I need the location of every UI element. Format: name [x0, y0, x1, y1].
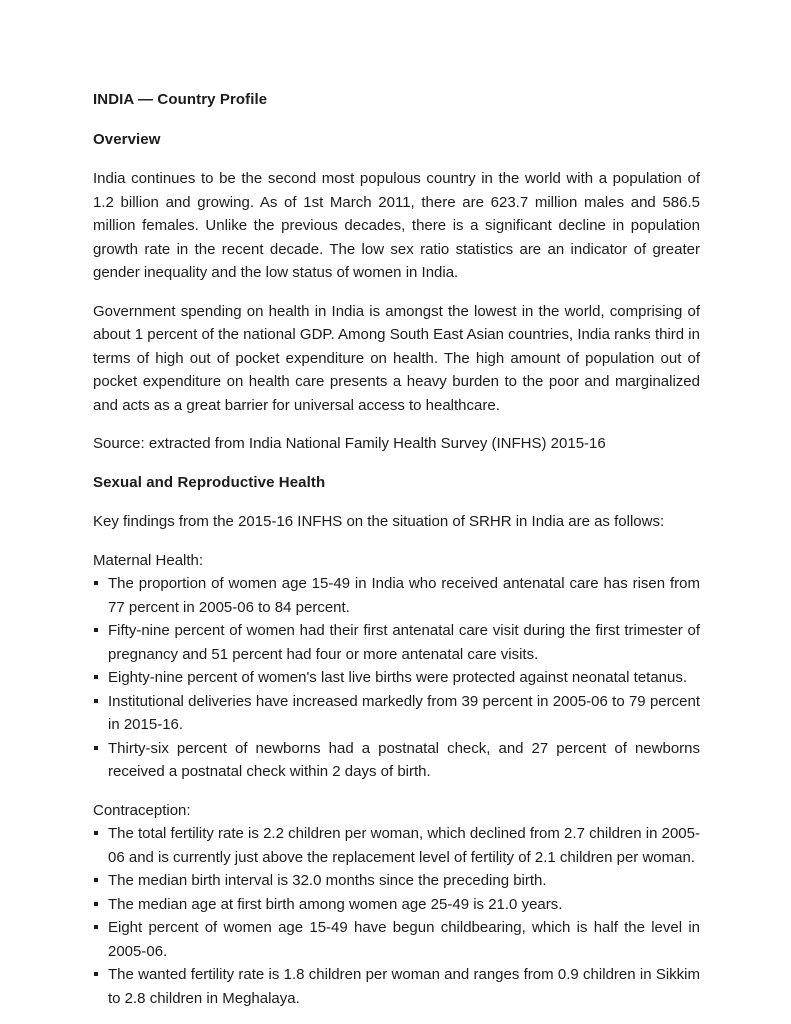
maternal-health-list	[93, 572, 700, 784]
list-item	[93, 822, 700, 869]
bullet-marker-icon	[94, 878, 98, 882]
bullet-text: The total fertility rate is 2.2 children per woman, which declined from 2.7 children in 2005-06 and is currently just above the replacement level of fertility of 2.1 children per woman.	[108, 825, 700, 866]
list-item	[93, 690, 700, 737]
bullet-text: Thirty-six percent of newborns had a postnatal check, and 27 percent of newborns received a postnatal check within 2 days of birth.	[108, 739, 700, 780]
bullet-marker-icon	[94, 746, 98, 750]
overview-paragraph-2: Government spending on health in India is amongst the lowest in the world, comprising of about 1 percent of the national GDP. Among South East Asian countries, India ranks third in terms of high out of pocket expenditure on health. The high amount of population out of pocket expenditure on health care presents a heavy burden to the poor and marginalized and acts as a great barrier for universal access to healthcare.	[93, 302, 700, 414]
maternal-health-section	[93, 549, 700, 784]
key-findings-intro: Key findings from the 2015-16 INFHS on the situation of SRHR in India are as follows:	[93, 513, 665, 530]
bullet-text: The median age at first birth among women age 25-49 is 21.0 years.	[108, 895, 563, 913]
bullet-text: The median birth interval is 32.0 months since the preceding birth.	[108, 872, 547, 889]
contraception-label: Contraception:	[93, 801, 191, 819]
bullet-marker-icon	[94, 581, 98, 585]
bullet-text: Eight percent of women age 15-49 have begun childbearing, which is half the level in 2005-06.	[108, 919, 700, 960]
bullet-marker-icon	[94, 972, 98, 976]
maternal-health-label: Maternal Health:	[93, 551, 204, 569]
list-item	[93, 963, 700, 1010]
list-item	[93, 869, 700, 893]
list-item	[93, 893, 700, 917]
document-title: INDIA — Country Profile	[93, 91, 268, 108]
contraception-list	[93, 822, 700, 1010]
bullet-text: The wanted fertility rate is 1.8 children per woman and ranges from 0.9 children in Sikkim to 2.8 children in Meghalaya.	[108, 966, 700, 1007]
overview-paragraph-1: India continues to be the second most populous country in the world with a population of 1.2 billion and growing. As of 1st March 2011, there are 623.7 million males and 586.5 million females. Unlike the previous decades, there is a significant decline in population growth rate in the recent decade. The low sex ratio statistics are an indicator of greater gender inequality and the low status of women in India.	[93, 170, 700, 281]
bullet-marker-icon	[94, 925, 98, 929]
bullet-marker-icon	[94, 675, 98, 679]
list-item	[93, 619, 700, 666]
contraception-section	[93, 799, 700, 1011]
overview-heading: Overview	[93, 130, 161, 148]
list-item	[93, 737, 700, 784]
list-item	[93, 572, 700, 619]
list-item	[93, 666, 700, 690]
bullet-text: Eighty-nine percent of women's last live births were protected against neonatal tetanus.	[108, 669, 688, 686]
bullet-text: The proportion of women age 15-49 in India who received antenatal care has risen from 77 percent in 2005-06 to 84 percent.	[108, 575, 700, 616]
bullet-marker-icon	[94, 902, 98, 906]
bullet-marker-icon	[94, 699, 98, 703]
source-line: Source: extracted from India National Family Health Survey (INFHS) 2015-16	[93, 435, 606, 452]
bullet-text: Fifty-nine percent of women had their first antenatal care visit during the first trimester of pregnancy and 51 percent had four or more antenatal care visits.	[108, 622, 700, 663]
bullet-marker-icon	[94, 831, 98, 835]
bullet-text: Institutional deliveries have increased markedly from 39 percent in 2005-06 to 79 percent in 2015-16.	[108, 692, 700, 733]
srh-heading: Sexual and Reproductive Health	[93, 473, 326, 491]
bullet-marker-icon	[94, 628, 98, 632]
list-item	[93, 916, 700, 963]
